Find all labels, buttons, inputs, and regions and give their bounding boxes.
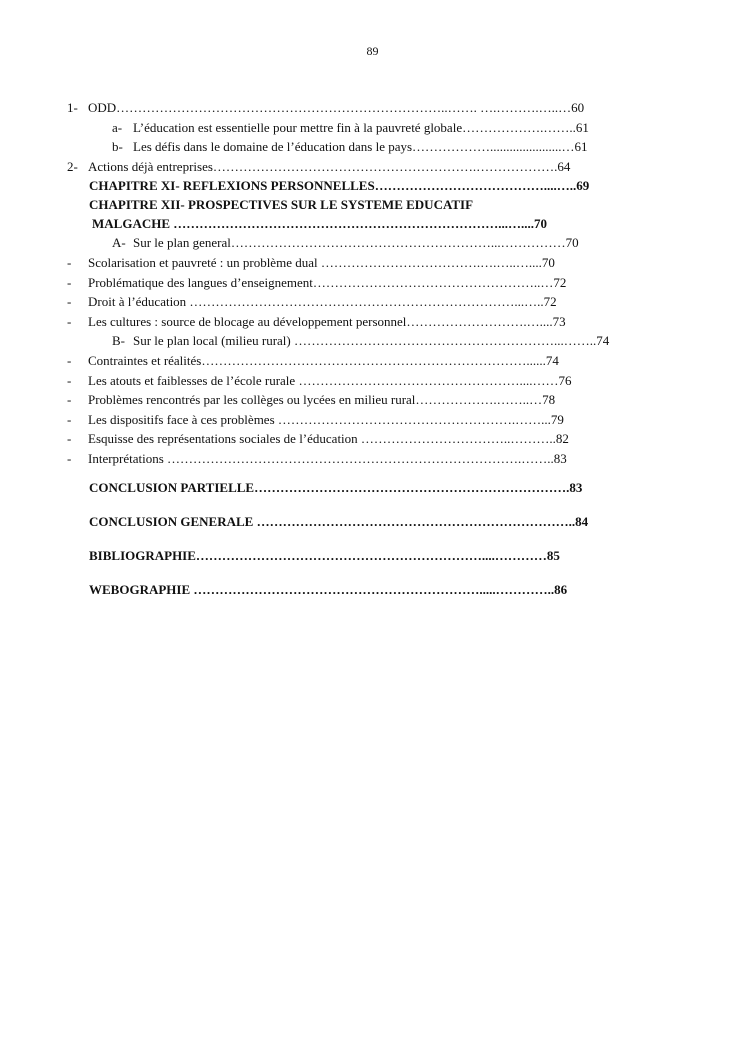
toc-entry-actions [67,157,667,177]
toc-entry-text: Esquisse des représentations sociales de l’éducation ……………………………..………..82 [88,431,569,447]
toc-entry-text: Problèmes rencontrés par les collèges ou lycées en milieu rural……………….……..…78 [88,392,556,408]
toc-section-title: CONCLUSION GENERALE ………………………………………………………………..84 [89,513,589,529]
toc-entry-bullet [67,273,667,293]
toc-entry-text: Droit à l’éducation …………………………………………………………………...…..72 [88,294,557,310]
toc-entry-text: Contraintes et réalités…………………………………………………………………......74 [88,352,559,368]
toc-marker: - [67,254,72,270]
toc-entry-odd [67,98,667,118]
toc-section-title: WEBOGRAPHIE ………………………………………………………….....…………..86 [89,581,568,597]
toc-entry-sub-B [67,331,667,351]
toc-marker: A- [112,235,126,251]
toc-marker: - [67,274,72,290]
toc-marker: B- [112,333,125,349]
toc-marker: - [67,431,72,447]
toc-chapter-xii-continued [67,214,667,233]
toc-webographie [67,574,667,605]
toc-bibliographie [67,540,667,571]
toc-marker: - [67,450,72,466]
toc-entry-text: Problématique des langues d’enseignement……………………………………………..…72 [88,274,567,290]
toc-marker: - [67,294,72,310]
table-of-contents [67,98,667,605]
toc-marker: - [67,313,72,329]
toc-entry-bullet [67,390,667,410]
toc-entry-text: Les atouts et faiblesses de l’école rurale ……………………………………………....……76 [88,372,572,388]
toc-marker: a- [112,119,123,135]
toc-chapter-title: CHAPITRE XII- PROSPECTIVES SUR LE SYSTEME EDUCATIF [89,197,474,213]
toc-entry-text: Sur le plan local (milieu rural) ……………………………………………………...……..74 [133,333,610,349]
toc-entry-text: ODD…………………………………………………………………..……. ….……….…..…60 [88,100,585,115]
toc-entry-text: Les cultures : source de blocage au développement personnel……………………….…....73 [88,313,566,329]
toc-chapter-xi [67,176,667,195]
toc-chapter-title: CHAPITRE XI- REFLEXIONS PERSONNELLES…………………………………....…..69 [89,178,590,194]
toc-marker: - [67,372,72,388]
toc-entry-bullet [67,312,667,332]
toc-section-title: CONCLUSION PARTIELLE……………………………………………………………….83 [89,479,583,495]
toc-marker: - [67,392,72,408]
toc-entry-text: Les dispositifs face à ces problèmes ……………………………………………….……...79 [88,411,564,427]
toc-entry-text: Interprétations ……………………………………………………………………….……..83 [88,450,567,466]
toc-entry-bullet [67,449,667,469]
toc-conclusion-generale [67,506,667,537]
toc-entry-text: Les défis dans le domaine de l’éducation dans le pays………………......................…61 [133,139,588,155]
toc-chapter-title: MALGACHE …………………………………………………………………...…....70 [92,216,547,232]
toc-marker: - [67,411,72,427]
toc-entry-bullet [67,253,667,273]
toc-entry-bullet [67,292,667,312]
toc-entry-sub-b [67,137,667,157]
toc-entry-text: L’éducation est essentielle pour mettre fin à la pauvreté globale……………….……..61 [133,119,589,135]
toc-conclusion-partielle [67,472,667,503]
toc-entry-bullet [67,429,667,449]
page-number: 89 [366,44,379,58]
toc-marker: b- [112,139,123,155]
toc-marker: 1- [67,100,78,115]
toc-marker: - [67,352,72,368]
toc-chapter-xii [67,195,667,214]
toc-entry-text: Sur le plan general……………………………………………………...……………70 [133,235,579,251]
toc-entry-bullet [67,351,667,371]
toc-entry-text: Scolarisation et pauvreté : un problème dual ……………………………….….…..…....70 [88,254,555,270]
toc-entry-bullet [67,410,667,430]
toc-entry-text: Actions déjà entreprises…………………………………………………….……………….64 [88,158,571,174]
toc-entry-bullet [67,371,667,391]
toc-entry-sub-a [67,118,667,138]
toc-entry-sub-A [67,233,667,253]
toc-marker: 2- [67,158,78,174]
toc-section-title: BIBLIOGRAPHIE…………………………………………………………....…………85 [89,547,560,563]
